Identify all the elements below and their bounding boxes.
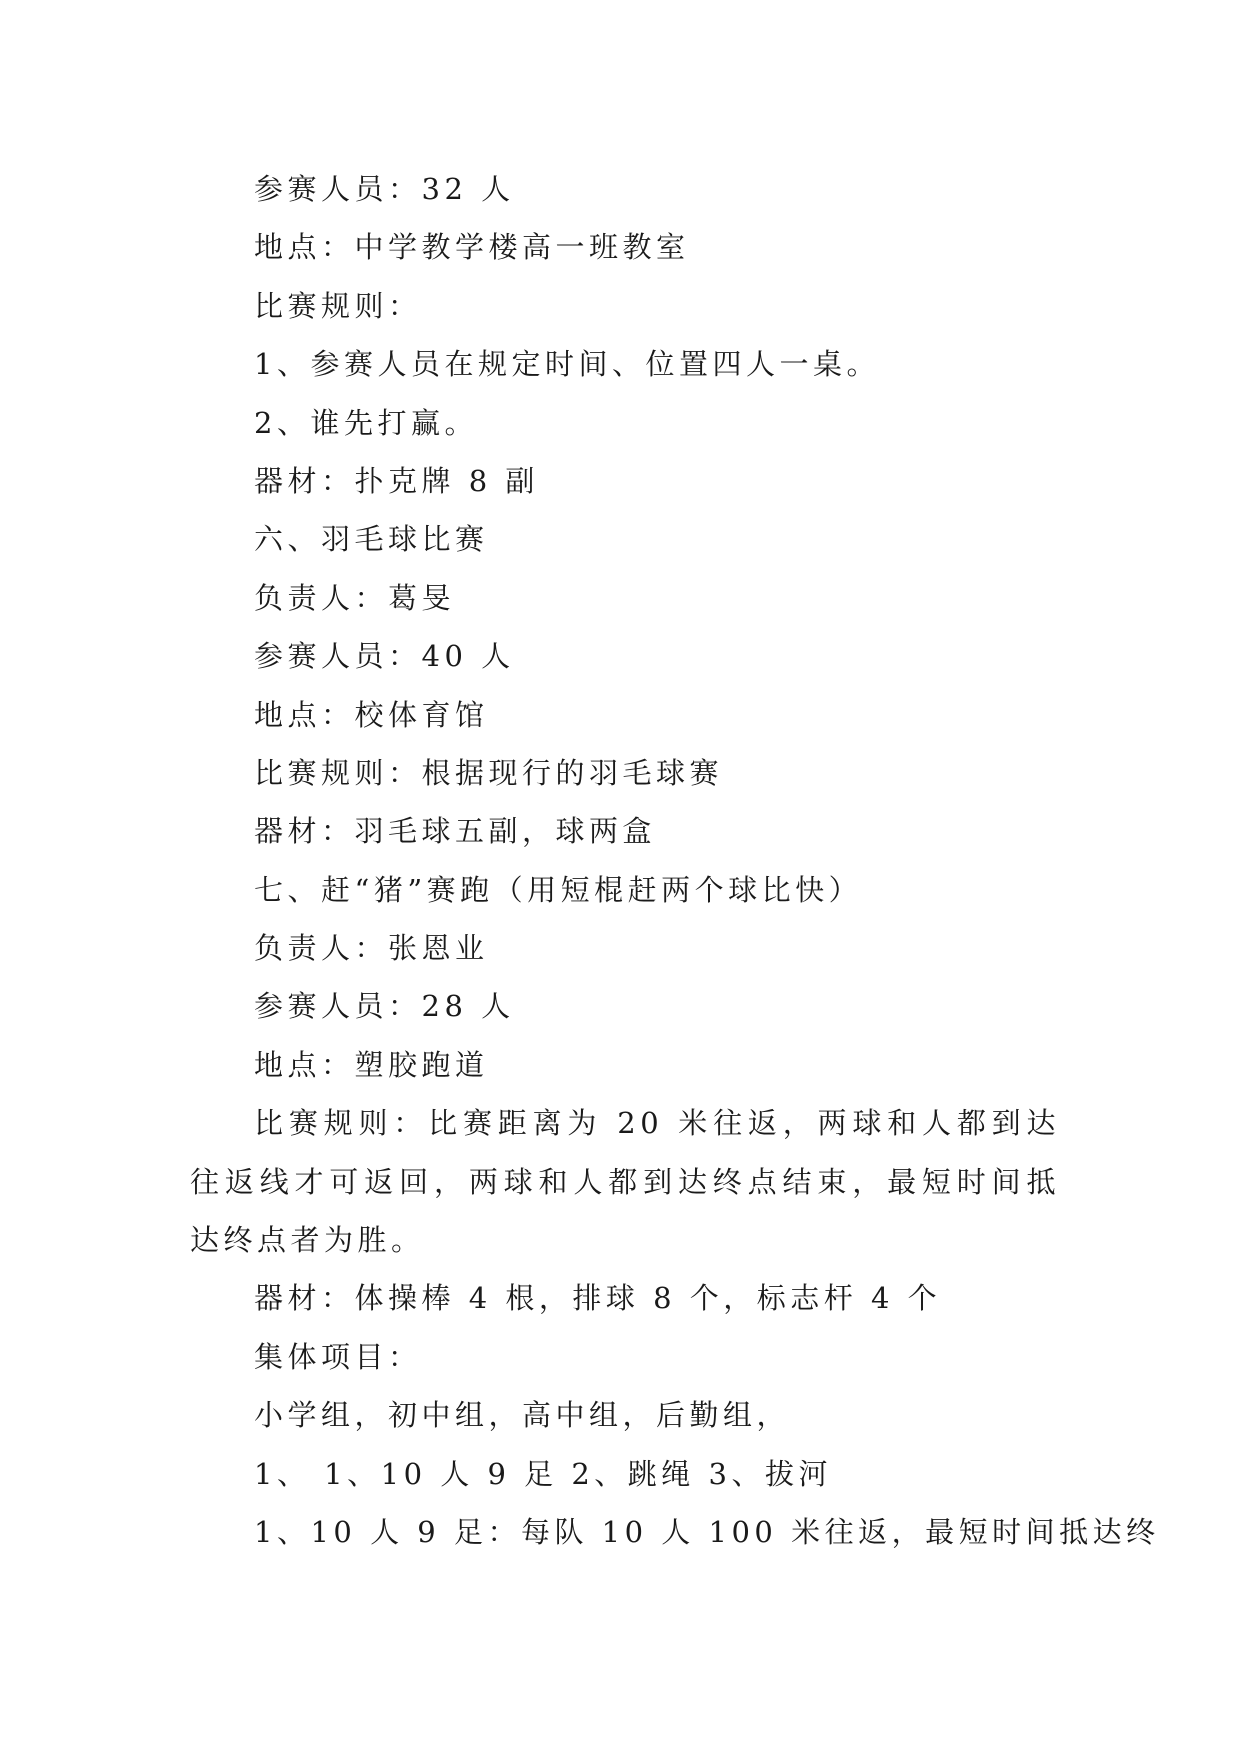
- text-line: 1、参赛人员在规定时间、位置四人一桌。: [254, 347, 880, 382]
- text-line: 负责人：葛旻: [254, 580, 456, 615]
- text-line: 参赛人员：40 人: [254, 639, 515, 674]
- text-line: 比赛规则：根据现行的羽毛球赛: [254, 755, 724, 790]
- text-line: 参赛人员：32 人: [254, 172, 515, 206]
- text-line: 地点：校体育馆: [254, 697, 489, 732]
- text-line: 1、 1、10 人 9 足 2、跳绳 3、拔河: [254, 1456, 832, 1491]
- text-line: 器材：羽毛球五副，球两盒: [254, 814, 657, 849]
- text-line: 地点：塑胶跑道: [254, 1047, 489, 1082]
- text-line: 器材：体操棒 4 根，排球 8 个，标志杆 4 个: [254, 1281, 942, 1316]
- document-body: [190, 160, 1160, 1561]
- section-heading: 六、羽毛球比赛: [254, 522, 489, 557]
- text-line: 负责人：张恩业: [254, 931, 489, 966]
- text-line: 2、谁先打赢。: [254, 405, 478, 440]
- section-heading: 七、赶“猪”赛跑（用短棍赶两个球比快）: [254, 872, 863, 907]
- text-line: 参赛人员：28 人: [254, 989, 515, 1024]
- text-line: 1、10 人 9 足：每队 10 人 100 米往返，最短时间抵达终: [254, 1515, 1160, 1550]
- rules-paragraph: 比赛规则：比赛距离为 20 米往返，两球和人都到达往返线才可返回，两球和人都到达终点结束，最短时间抵达终点者为胜。: [190, 1106, 1060, 1258]
- text-line: 地点：中学教学楼高一班教室: [254, 230, 690, 265]
- text-line: 小学组，初中组，高中组，后勤组，: [254, 1398, 791, 1433]
- text-line: 比赛规则：: [254, 288, 422, 323]
- text-line: 器材：扑克牌 8 副: [254, 463, 539, 498]
- text-line: 集体项目：: [254, 1339, 422, 1374]
